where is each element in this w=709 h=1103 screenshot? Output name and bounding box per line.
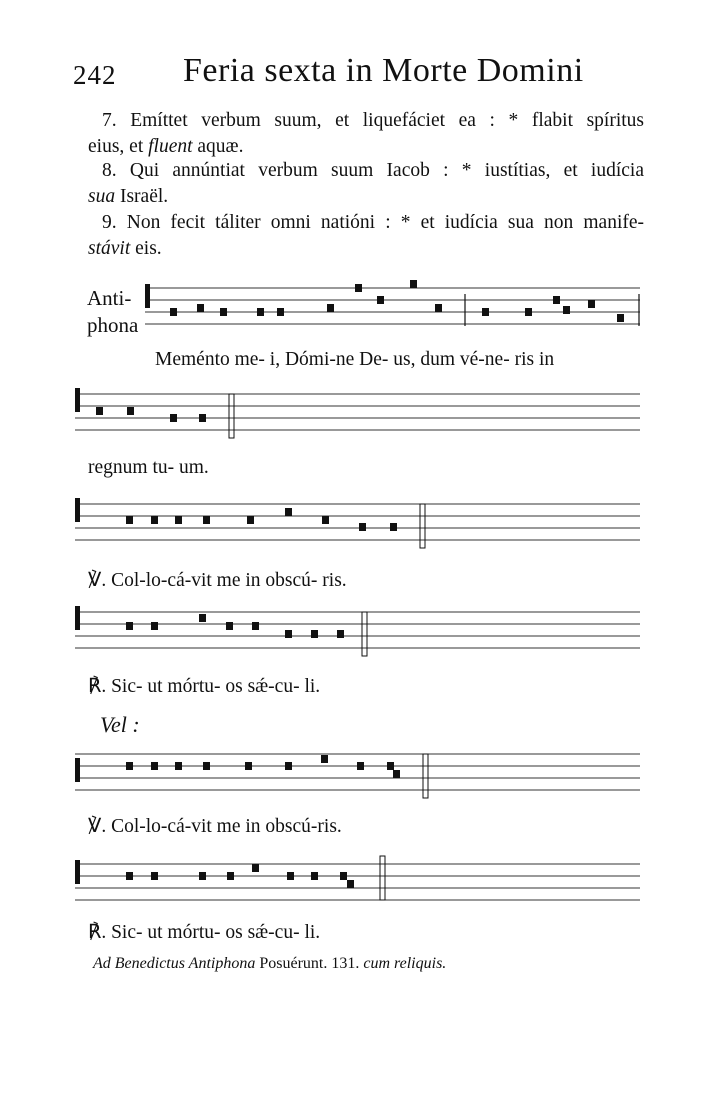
neume bbox=[327, 304, 334, 312]
antiphon-lyrics-2: regnum tu- um. bbox=[88, 457, 209, 478]
antiphon-label bbox=[87, 285, 138, 339]
c-clef-icon bbox=[75, 498, 80, 522]
verse-text: eis. bbox=[130, 238, 162, 259]
neume bbox=[220, 308, 227, 316]
chant-staff-6 bbox=[75, 852, 640, 896]
neume bbox=[151, 872, 158, 880]
versicle-1: ℣. Col-lo-cá-vit me in obscú- ris. bbox=[88, 570, 347, 591]
c-clef-icon bbox=[75, 758, 80, 782]
c-clef-icon bbox=[75, 606, 80, 630]
verse-italic: stávit bbox=[88, 238, 131, 259]
neume bbox=[287, 872, 294, 880]
double-bar bbox=[380, 856, 385, 900]
verse-number: 8. bbox=[102, 160, 117, 181]
rubric-text: 131. bbox=[327, 955, 360, 972]
psalm-verse-9 bbox=[88, 210, 644, 262]
antiphon-label-line: Anti- bbox=[87, 286, 132, 310]
neume bbox=[359, 523, 366, 531]
neume bbox=[175, 516, 182, 524]
neume bbox=[563, 306, 570, 314]
neume bbox=[285, 630, 292, 638]
verse-italic: fluent bbox=[148, 136, 193, 157]
neume bbox=[252, 864, 259, 872]
neume bbox=[357, 762, 364, 770]
neume bbox=[311, 630, 318, 638]
neumes bbox=[170, 280, 624, 322]
verse-number: 7. bbox=[102, 110, 117, 131]
neume bbox=[96, 407, 103, 415]
neume bbox=[321, 755, 328, 763]
verse-italic: sua bbox=[88, 186, 116, 207]
neume bbox=[127, 407, 134, 415]
neume bbox=[175, 762, 182, 770]
chant-staff-3 bbox=[75, 492, 640, 536]
c-clef-icon bbox=[145, 284, 150, 308]
neume bbox=[226, 622, 233, 630]
neume bbox=[387, 762, 394, 770]
psalm-verse-7 bbox=[88, 108, 644, 160]
neume bbox=[203, 516, 210, 524]
chant-staff-4 bbox=[75, 600, 640, 644]
neume bbox=[435, 304, 442, 312]
chant-staff-2 bbox=[75, 382, 640, 426]
running-title: Feria sexta in Morte Domini bbox=[183, 52, 584, 89]
neume bbox=[197, 304, 204, 312]
neume bbox=[126, 762, 133, 770]
neume bbox=[377, 296, 384, 304]
neume bbox=[355, 284, 362, 292]
neume bbox=[337, 630, 344, 638]
double-bar bbox=[229, 394, 234, 438]
rubric-text: Posuérunt. bbox=[255, 955, 328, 972]
response-2: ℟. Sic- ut mórtu- os sǽ-cu- li. bbox=[88, 922, 321, 943]
neume bbox=[322, 516, 329, 524]
verse-text: eius, et bbox=[88, 136, 149, 157]
page-number: 242 bbox=[73, 60, 117, 90]
c-clef-icon bbox=[75, 860, 80, 884]
neume bbox=[247, 516, 254, 524]
rubric-footer bbox=[93, 955, 446, 973]
neumes bbox=[126, 614, 344, 638]
chant-staff-1 bbox=[145, 276, 640, 320]
neume bbox=[285, 508, 292, 516]
verse-text: Qui annúntiat verbum suum Iacob : * iustítias, et iudícia bbox=[129, 160, 645, 181]
response-1: ℟. Sic- ut mórtu- os sǽ-cu- li. bbox=[88, 676, 321, 697]
neume bbox=[170, 308, 177, 316]
neume bbox=[199, 614, 206, 622]
neume bbox=[277, 308, 284, 316]
rubric-italic: Antiphona bbox=[184, 955, 256, 972]
alternative-label: Vel : bbox=[100, 712, 140, 737]
neume bbox=[199, 872, 206, 880]
double-bar bbox=[420, 504, 425, 548]
c-clef-icon bbox=[75, 388, 80, 412]
versicle-2: ℣. Col-lo-cá-vit me in obscú-ris. bbox=[88, 816, 342, 837]
neume bbox=[347, 880, 354, 888]
page-header bbox=[73, 52, 673, 92]
neume bbox=[252, 622, 259, 630]
neume bbox=[126, 872, 133, 880]
neume bbox=[257, 308, 264, 316]
neume bbox=[203, 762, 210, 770]
verse-text: Emíttet verbum suum, et liquefáciet ea : * flabit spíritus bbox=[130, 110, 645, 131]
antiphon-label-line: phona bbox=[87, 313, 139, 337]
chant-staff-5 bbox=[75, 742, 640, 786]
neume bbox=[285, 762, 292, 770]
neume bbox=[553, 296, 560, 304]
neumes bbox=[96, 407, 206, 422]
neume bbox=[617, 314, 624, 322]
neume bbox=[525, 308, 532, 316]
neume bbox=[126, 622, 133, 630]
rubric-italic: cum reliquis. bbox=[359, 955, 447, 972]
neume bbox=[340, 872, 347, 880]
neume bbox=[482, 308, 489, 316]
antiphon-lyrics-1: Meménto me- i, Dómi-ne De- us, dum vé-ne- ris in bbox=[155, 349, 555, 370]
psalm-verse-8 bbox=[88, 158, 644, 210]
neume bbox=[126, 516, 133, 524]
verse-text: Israël. bbox=[115, 186, 169, 207]
neume bbox=[151, 516, 158, 524]
neume bbox=[245, 762, 252, 770]
neume bbox=[393, 770, 400, 778]
verse-number: 9. bbox=[102, 212, 117, 233]
neume bbox=[390, 523, 397, 531]
verse-text: Non fecit táliter omni natióni : * et iudícia sua non manife- bbox=[126, 212, 645, 233]
verse-text: aquæ. bbox=[192, 136, 244, 157]
neume bbox=[588, 300, 595, 308]
neume bbox=[170, 414, 177, 422]
neume bbox=[227, 872, 234, 880]
double-bar bbox=[423, 754, 428, 798]
rubric-italic: Ad Benedictus bbox=[93, 955, 185, 972]
neume bbox=[311, 872, 318, 880]
double-bar bbox=[362, 612, 367, 656]
neume bbox=[410, 280, 417, 288]
neume bbox=[151, 622, 158, 630]
neume bbox=[151, 762, 158, 770]
neume bbox=[199, 414, 206, 422]
